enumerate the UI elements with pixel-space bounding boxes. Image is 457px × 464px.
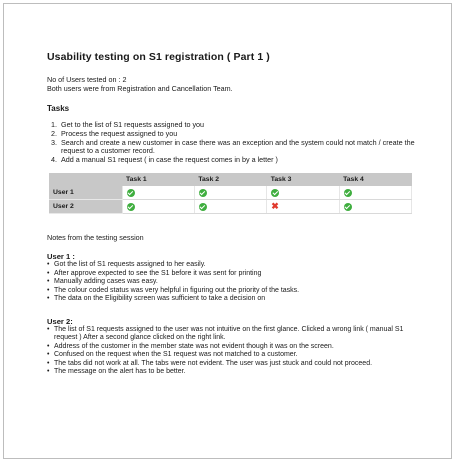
- green-check-circle-icon: [127, 203, 135, 211]
- result-cell: [339, 186, 411, 200]
- document-content: [47, 51, 417, 377]
- result-cell: [267, 200, 339, 214]
- result-cell: [122, 200, 194, 214]
- page-title: Usability testing on S1 registration ( Part 1 ): [47, 51, 270, 63]
- result-cell: [194, 186, 266, 200]
- green-check-circle-icon: [271, 189, 279, 197]
- list-item: • Confused on the request when the S1 request was not matched to a customer.: [47, 351, 417, 360]
- users-team-line: Both users were from Registration and Cancellation Team.: [47, 84, 233, 94]
- header-task-3: Task 3: [267, 173, 339, 186]
- result-cell: [339, 200, 411, 214]
- green-check-circle-icon: [344, 203, 352, 211]
- list-item: • Address of the customer in the member state was not evident though it was on the screen.: [47, 343, 417, 352]
- header-task-1: Task 1: [122, 173, 194, 186]
- green-check-circle-icon: [344, 189, 352, 197]
- table-row: [49, 186, 412, 200]
- green-check-circle-icon: [199, 203, 207, 211]
- user-1-notes: [47, 261, 417, 304]
- users-tested-line: No of Users tested on : 2: [47, 75, 127, 84]
- table-row: [49, 200, 412, 214]
- user-2-heading: User 2:: [47, 316, 73, 326]
- green-check-circle-icon: [127, 189, 135, 197]
- task-list: [47, 121, 417, 164]
- list-item: • After approve expected to see the S1 before it was sent for printing: [47, 270, 417, 279]
- task-item: 3. Search and create a new customer in case there was an exception and the system could not match / create the request to a customer record.: [59, 139, 417, 156]
- results-header-row: [49, 173, 412, 186]
- list-item: • The colour coded status was very helpful in figuring out the priority of the tasks.: [47, 287, 417, 296]
- header-corner: [49, 173, 122, 186]
- section-spacer: [47, 304, 417, 317]
- task-item: 4. Add a manual S1 request ( in case the request comes in by a letter ): [59, 156, 417, 165]
- notes-title: Notes from the testing session: [47, 233, 144, 243]
- green-check-circle-icon: [199, 189, 207, 197]
- result-cell: [194, 200, 266, 214]
- header-task-2: Task 2: [194, 173, 266, 186]
- result-cell: [267, 186, 339, 200]
- list-item: • The data on the Eligibility screen was sufficient to take a decision on: [47, 295, 417, 304]
- result-cell: [122, 186, 194, 200]
- list-item: • Got the list of S1 requests assigned to her easily.: [47, 261, 417, 270]
- list-item: • The tabs did not work at all. The tabs were not evident. The user was just stuck and could not proceed.: [47, 360, 417, 369]
- row-label-user-1: User 1: [49, 186, 122, 200]
- list-item: • The message on the alert has to be better.: [47, 368, 417, 377]
- row-label-user-2: User 2: [49, 200, 122, 214]
- header-task-4: Task 4: [339, 173, 411, 186]
- list-item: • The list of S1 requests assigned to the user was not intuitive on the first glance. Clicked a wrong link ( manual S1 request ) After a second glance clicked on the right link.: [47, 326, 417, 343]
- user-2-notes: [47, 326, 417, 377]
- user-1-heading: User 1 :: [47, 252, 75, 262]
- task-item: 1. Get to the list of S1 requests assigned to you: [59, 121, 417, 130]
- tasks-heading: Tasks: [47, 104, 70, 114]
- list-item: • Manually adding cases was easy.: [47, 278, 417, 287]
- document-page: [3, 3, 452, 459]
- task-item: 2. Process the request assigned to you: [59, 130, 417, 139]
- results-table: [49, 173, 412, 214]
- red-cross-icon: ✖: [271, 201, 279, 212]
